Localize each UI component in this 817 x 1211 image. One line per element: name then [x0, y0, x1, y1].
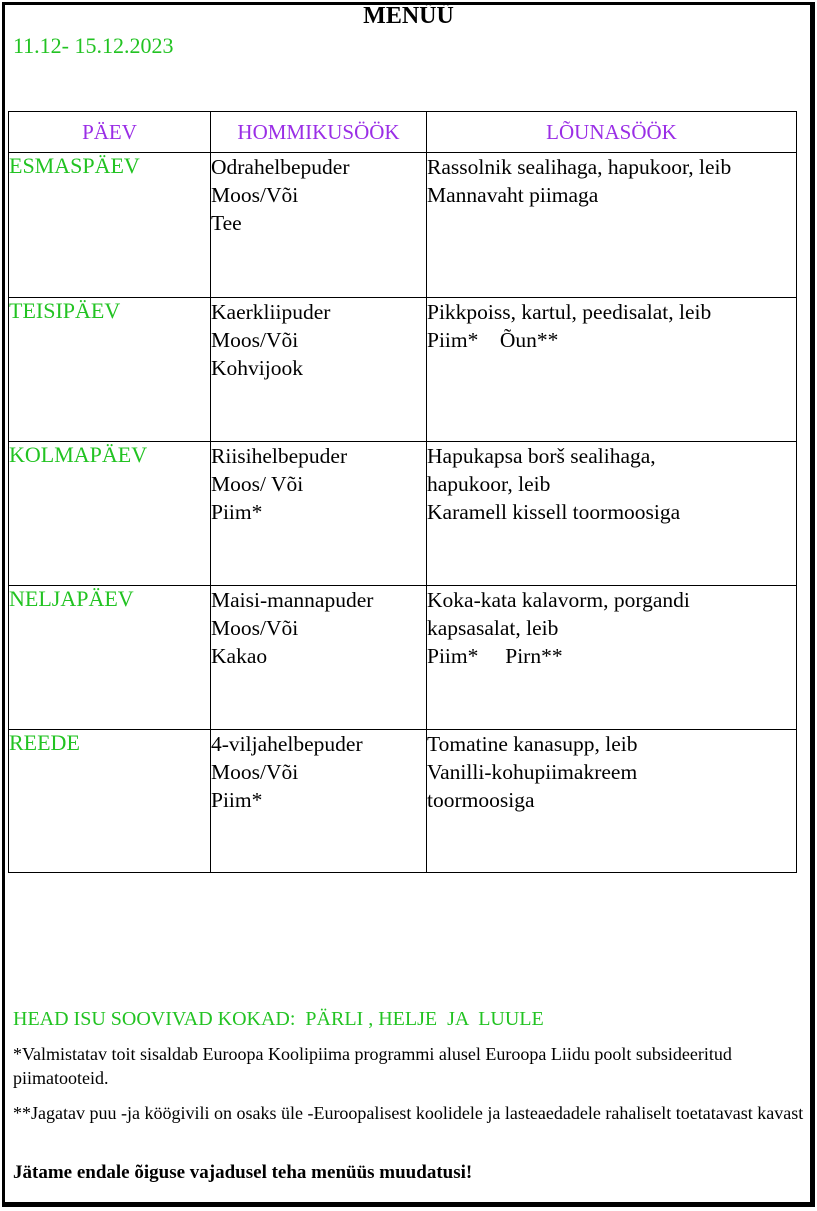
- menu-line: toormoosiga: [427, 788, 535, 812]
- menu-line: Maisi-mannapuder: [211, 588, 374, 612]
- lunch-cell: [427, 586, 797, 730]
- menu-line: Piim* Pirn**: [427, 644, 563, 668]
- lunch-cell: [427, 442, 797, 586]
- menu-line: Hapukapsa borš sealihaga,: [427, 444, 656, 468]
- menu-line: 4-viljahelbepuder: [211, 732, 363, 756]
- date-range: 11.12- 15.12.2023: [13, 33, 174, 58]
- day-name: TEISIPÄEV: [9, 298, 211, 442]
- day-name: KOLMAPÄEV: [9, 442, 211, 586]
- breakfast-cell: [211, 442, 427, 586]
- menu-line: Piim*: [211, 500, 263, 524]
- table-row: [9, 730, 797, 873]
- day-name: REEDE: [9, 730, 211, 873]
- breakfast-cell: [211, 730, 427, 873]
- menu-table: [8, 111, 797, 873]
- menu-line: Odrahelbepuder: [211, 155, 350, 179]
- menu-line: Moos/Või: [211, 328, 299, 352]
- menu-line: Moos/ Või: [211, 472, 304, 496]
- lunch-cell: [427, 153, 797, 298]
- menu-line: Tee: [211, 211, 242, 235]
- table-row: [9, 298, 797, 442]
- menu-line: Mannavaht piimaga: [427, 183, 599, 207]
- day-name: ESMASPÄEV: [9, 153, 211, 298]
- menu-line: Koka-kata kalavorm, porgandi: [427, 588, 690, 612]
- lunch-cell: [427, 730, 797, 873]
- header-lunch: LÕUNASÖÖK: [427, 112, 797, 153]
- menu-line: Moos/Või: [211, 616, 299, 640]
- lunch-cell: [427, 298, 797, 442]
- change-disclaimer: Jätame endale õiguse vajadusel teha menüüs muudatusi!: [13, 1162, 473, 1183]
- menu-line: Riisihelbepuder: [211, 444, 348, 468]
- menu-line: Karamell kissell toormoosiga: [427, 500, 681, 524]
- breakfast-cell: [211, 153, 427, 298]
- page-title: MENÜÜ: [363, 3, 454, 29]
- menu-line: Rassolnik sealihaga, hapukoor, leib: [427, 155, 732, 179]
- milk-program-note: *Valmistatav toit sisaldab Euroopa Koolipiima programmi alusel Euroopa Liidu poolt subsideeritud piimatooteid.: [13, 1044, 732, 1088]
- fruit-program-note: **Jagatav puu -ja köögivili on osaks üle -Euroopalisest koolidele ja lasteaedadele rahaliselt toetatavast kavast: [13, 1103, 804, 1123]
- day-name: NELJAPÄEV: [9, 586, 211, 730]
- menu-line: Piim*: [211, 788, 263, 812]
- table-row: [9, 442, 797, 586]
- menu-line: kapsasalat, leib: [427, 616, 559, 640]
- breakfast-cell: [211, 586, 427, 730]
- header-day: PÄEV: [9, 112, 211, 153]
- breakfast-cell: [211, 298, 427, 442]
- menu-line: Moos/Või: [211, 760, 299, 784]
- menu-line: Kakao: [211, 644, 268, 668]
- header-row: [9, 112, 797, 153]
- menu-line: Tomatine kanasupp, leib: [427, 732, 638, 756]
- menu-line: Piim* Õun**: [427, 328, 559, 352]
- menu-line: Pikkpoiss, kartul, peedisalat, leib: [427, 300, 712, 324]
- table-row: [9, 153, 797, 298]
- menu-line: Kohvijook: [211, 356, 303, 380]
- menu-line: Kaerkliipuder: [211, 300, 331, 324]
- cooks-greeting: HEAD ISU SOOVIVAD KOKAD: PÄRLI , HELJE JA LUULE: [13, 1008, 544, 1030]
- menu-line: Moos/Või: [211, 183, 299, 207]
- header-breakfast: HOMMIKUSÖÖK: [211, 112, 427, 153]
- menu-line: Vanilli-kohupiimakreem: [427, 760, 638, 784]
- table-row: [9, 586, 797, 730]
- menu-line: hapukoor, leib: [427, 472, 551, 496]
